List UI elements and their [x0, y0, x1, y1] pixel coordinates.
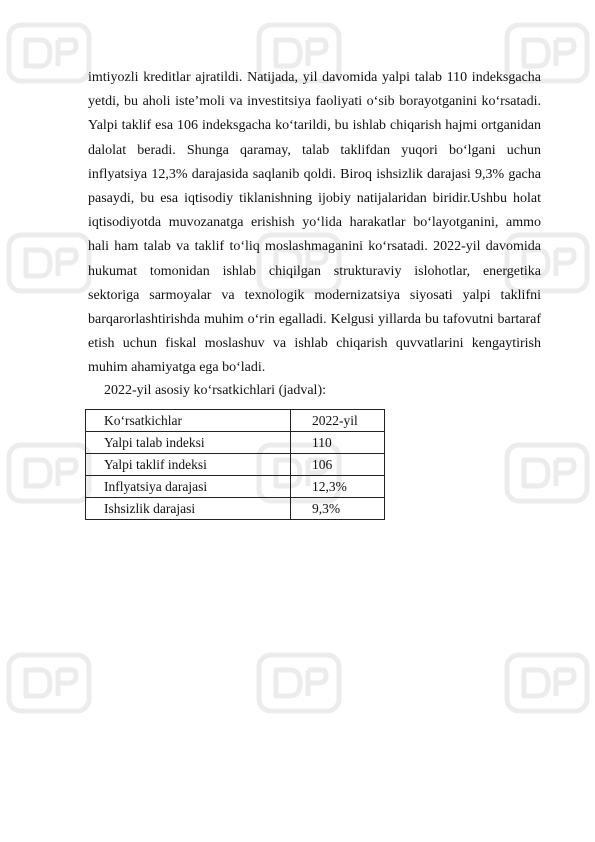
watermark-frame: [507, 445, 587, 501]
watermark-logo-icon: [504, 652, 590, 714]
watermark-glyph: [26, 460, 76, 486]
table-cell-label: Inflyatsiya darajasi: [86, 476, 291, 498]
table-cell-label: Ishsizlik darajasi: [86, 498, 291, 520]
watermark-logo-graphic: [504, 442, 590, 504]
watermark-logo-graphic: [6, 652, 92, 714]
watermark-logo-graphic: [256, 652, 342, 714]
paragraph-line: hali ham talab va taklif to‘liq moslashmaganini ko‘rsatadi. 2022-yil davomida: [88, 239, 541, 255]
table-cell-label: Yalpi talab indeksi: [86, 432, 291, 454]
paragraph-line: pasaydi, bu esa iqtisodiy tiklanishning ijobiy natijalaridan biridir.Ushbu holat: [88, 190, 541, 206]
watermark-frame: [9, 235, 89, 291]
watermark-glyph: [26, 250, 76, 276]
watermark-frame: [259, 655, 339, 711]
table-cell-value: 12,3%: [291, 476, 385, 498]
watermark-glyph: [524, 40, 574, 66]
watermark-glyph: [26, 40, 76, 66]
watermark-logo-icon: [256, 652, 342, 714]
table-cell-label: Yalpi taklif indeksi: [86, 454, 291, 476]
watermark-logo-icon: [6, 22, 92, 84]
indicators-table: [85, 409, 385, 520]
table-cell-value: 9,3%: [291, 498, 385, 520]
table-row: [86, 454, 385, 476]
table-header-row: [86, 410, 385, 432]
paragraph-line: inflyatsiya 12,3% darajasida saqlanib qoldi. Biroq ishsizlik darajasi 9,3% gacha: [88, 166, 541, 182]
paragraph-line: iqtisodiyotda muvozanatga erishish yo‘lida harakatlar bo‘layotganini, ammo: [88, 215, 541, 231]
body-paragraph: [88, 66, 541, 380]
watermark-logo-graphic: [504, 652, 590, 714]
watermark-frame: [507, 655, 587, 711]
table-row: [86, 476, 385, 498]
paragraph-line: imtiyozli kreditlar ajratildi. Natijada, yil davomida yalpi talab 110 indeksgacha: [88, 70, 541, 85]
watermark-glyph: [26, 670, 76, 696]
watermark-logo-icon: [6, 232, 92, 294]
paragraph-line: yetdi, bu aholi iste’moli va investitsiya faoliyati o‘sib borayotganini ko‘rsatadi.: [88, 94, 541, 110]
watermark-logo-icon: [504, 442, 590, 504]
paragraph-line: hukumat tomonidan ishlab chiqilgan strukturaviy islohotlar, energetika: [88, 263, 541, 279]
watermark-glyph: [524, 670, 574, 696]
watermark-logo-graphic: [6, 232, 92, 294]
watermark-logo-icon: [6, 442, 92, 504]
table-cell-value: 106: [291, 454, 385, 476]
watermark-logo-graphic: [6, 442, 92, 504]
watermark-logo-graphic: [6, 22, 92, 84]
paragraph-line: muhim ahamiyatga ega bo‘ladi.: [88, 360, 266, 376]
table-header-cell: Ko‘rsatkichlar: [86, 410, 291, 432]
watermark-glyph: [276, 40, 326, 66]
watermark-frame: [9, 655, 89, 711]
watermark-logo-icon: [6, 652, 92, 714]
watermark-frame: [9, 25, 89, 81]
watermark-glyph: [524, 460, 574, 486]
table-row: [86, 498, 385, 520]
table-header-cell: 2022-yil: [291, 410, 385, 432]
watermark-glyph: [276, 670, 326, 696]
table-row: [86, 432, 385, 454]
paragraph-line: Yalpi taklif esa 106 indeksgacha ko‘tarildi, bu ishlab chiqarish hajmi ortganidan: [88, 118, 541, 134]
table-caption: 2022-yil asosiy ko‘rsatkichlari (jadval):: [104, 383, 326, 398]
table-cell-value: 110: [291, 432, 385, 454]
watermark-frame: [9, 445, 89, 501]
paragraph-line: dalolat beradi. Shunga qaramay, talab taklifdan yuqori bo‘lgani uchun: [88, 142, 541, 158]
paragraph-line: sektoriga sarmoyalar va texnologik modernizatsiya siyosati yalpi taklifni: [88, 287, 541, 303]
paragraph-line: barqarorlashtirishda muhim o‘rin egalladi. Kelgusi yillarda bu tafovutni bartaraf: [88, 311, 541, 327]
paragraph-line: etish uchun fiskal moslashuv va ishlab chiqarish quvvatlarini kengaytirish: [88, 336, 541, 352]
